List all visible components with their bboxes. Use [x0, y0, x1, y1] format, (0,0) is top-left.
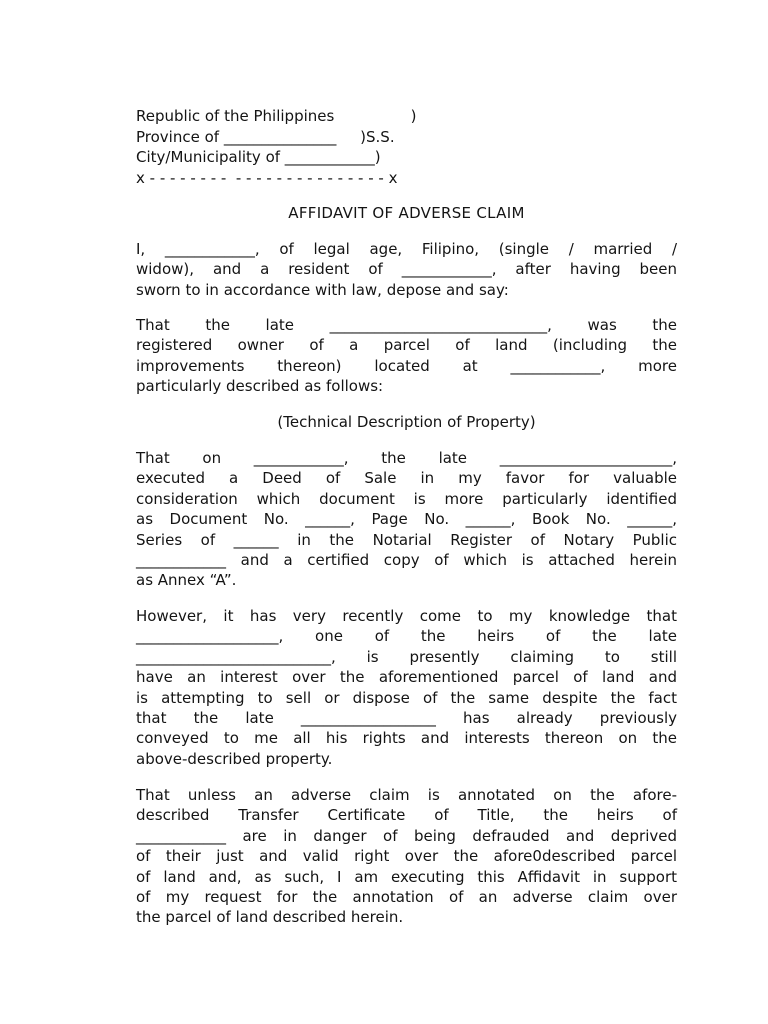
paragraph-line: I, ____________, of legal age, Filipino, (single / married / [136, 240, 677, 258]
paragraph-registered-owner [136, 315, 677, 397]
header-city-line: City/Municipality of ____________) [136, 148, 381, 166]
paragraph-line: of their just and valid right over the afore0described parcel [136, 847, 677, 866]
paragraph-line: particularly described as follows: [136, 377, 384, 396]
paragraph-line: have an interest over the aforementioned parcel of land and [136, 668, 677, 687]
paragraph-affiant-intro [136, 239, 677, 300]
paragraph-line: improvements thereon) located at ____________, more [136, 356, 677, 375]
paragraph-annotation-request [136, 785, 677, 928]
paragraph-line: that the late __________________ has already previously [136, 709, 677, 728]
paragraph-line: conveyed to me all his rights and interests thereon on the [136, 729, 677, 748]
paragraph-line: is attempting to sell or dispose of the same despite the fact [136, 688, 677, 707]
paragraph-line: consideration which document is more particularly identified [136, 489, 677, 508]
paragraph-line: However, it has very recently come to my knowledge that [136, 607, 677, 625]
paragraph-line: ____________ are in danger of being defrauded and deprived [136, 826, 677, 845]
paragraph-line: That unless an adverse claim is annotated on the afore- [136, 786, 677, 804]
paragraph-line: above-described property. [136, 749, 333, 768]
paragraph-heir-claim [136, 606, 677, 769]
header-republic-line: Republic of the Philippines ) [136, 107, 417, 125]
paragraph-line: Series of ______ in the Notarial Register of Notary Public [136, 530, 677, 549]
paragraph-line: ____________ and a certified copy of which is attached herein [136, 551, 677, 570]
paragraph-deed-of-sale [136, 448, 677, 591]
paragraph-line: of land and, as such, I am executing this Affidavit in support [136, 867, 677, 886]
paragraph-line: __________________________, is presently claiming to still [136, 647, 677, 666]
paragraph-line: That on ____________, the late _______________________, [136, 449, 677, 467]
paragraph-line: described Transfer Certificate of Title, the heirs of [136, 806, 677, 825]
paragraph-technical-description: (Technical Description of Property) [277, 413, 536, 431]
document-title: AFFIDAVIT OF ADVERSE CLAIM [288, 204, 525, 222]
paragraph-line: as Document No. ______, Page No. ______, Book No. ______, [136, 510, 677, 529]
paragraph-line: That the late _____________________________, was the [136, 316, 677, 334]
paragraph-line: the parcel of land described herein. [136, 908, 404, 927]
paragraph-line: of my request for the annotation of an adverse claim over [136, 888, 677, 907]
paragraph-line: ___________________, one of the heirs of the late [136, 627, 677, 646]
paragraph-line: sworn to in accordance with law, depose and say: [136, 280, 509, 299]
header-province-line: Province of _______________ )S.S. [136, 128, 395, 146]
header-separator-line: x - - - - - - - - - - - - - - - - - - - - - - - x [136, 169, 398, 187]
paragraph-line: as Annex “A”. [136, 571, 237, 590]
paragraph-line: widow), and a resident of ____________, after having been [136, 260, 677, 279]
paragraph-line: registered owner of a parcel of land (including the [136, 336, 677, 355]
paragraph-line: executed a Deed of Sale in my favor for valuable [136, 469, 677, 488]
